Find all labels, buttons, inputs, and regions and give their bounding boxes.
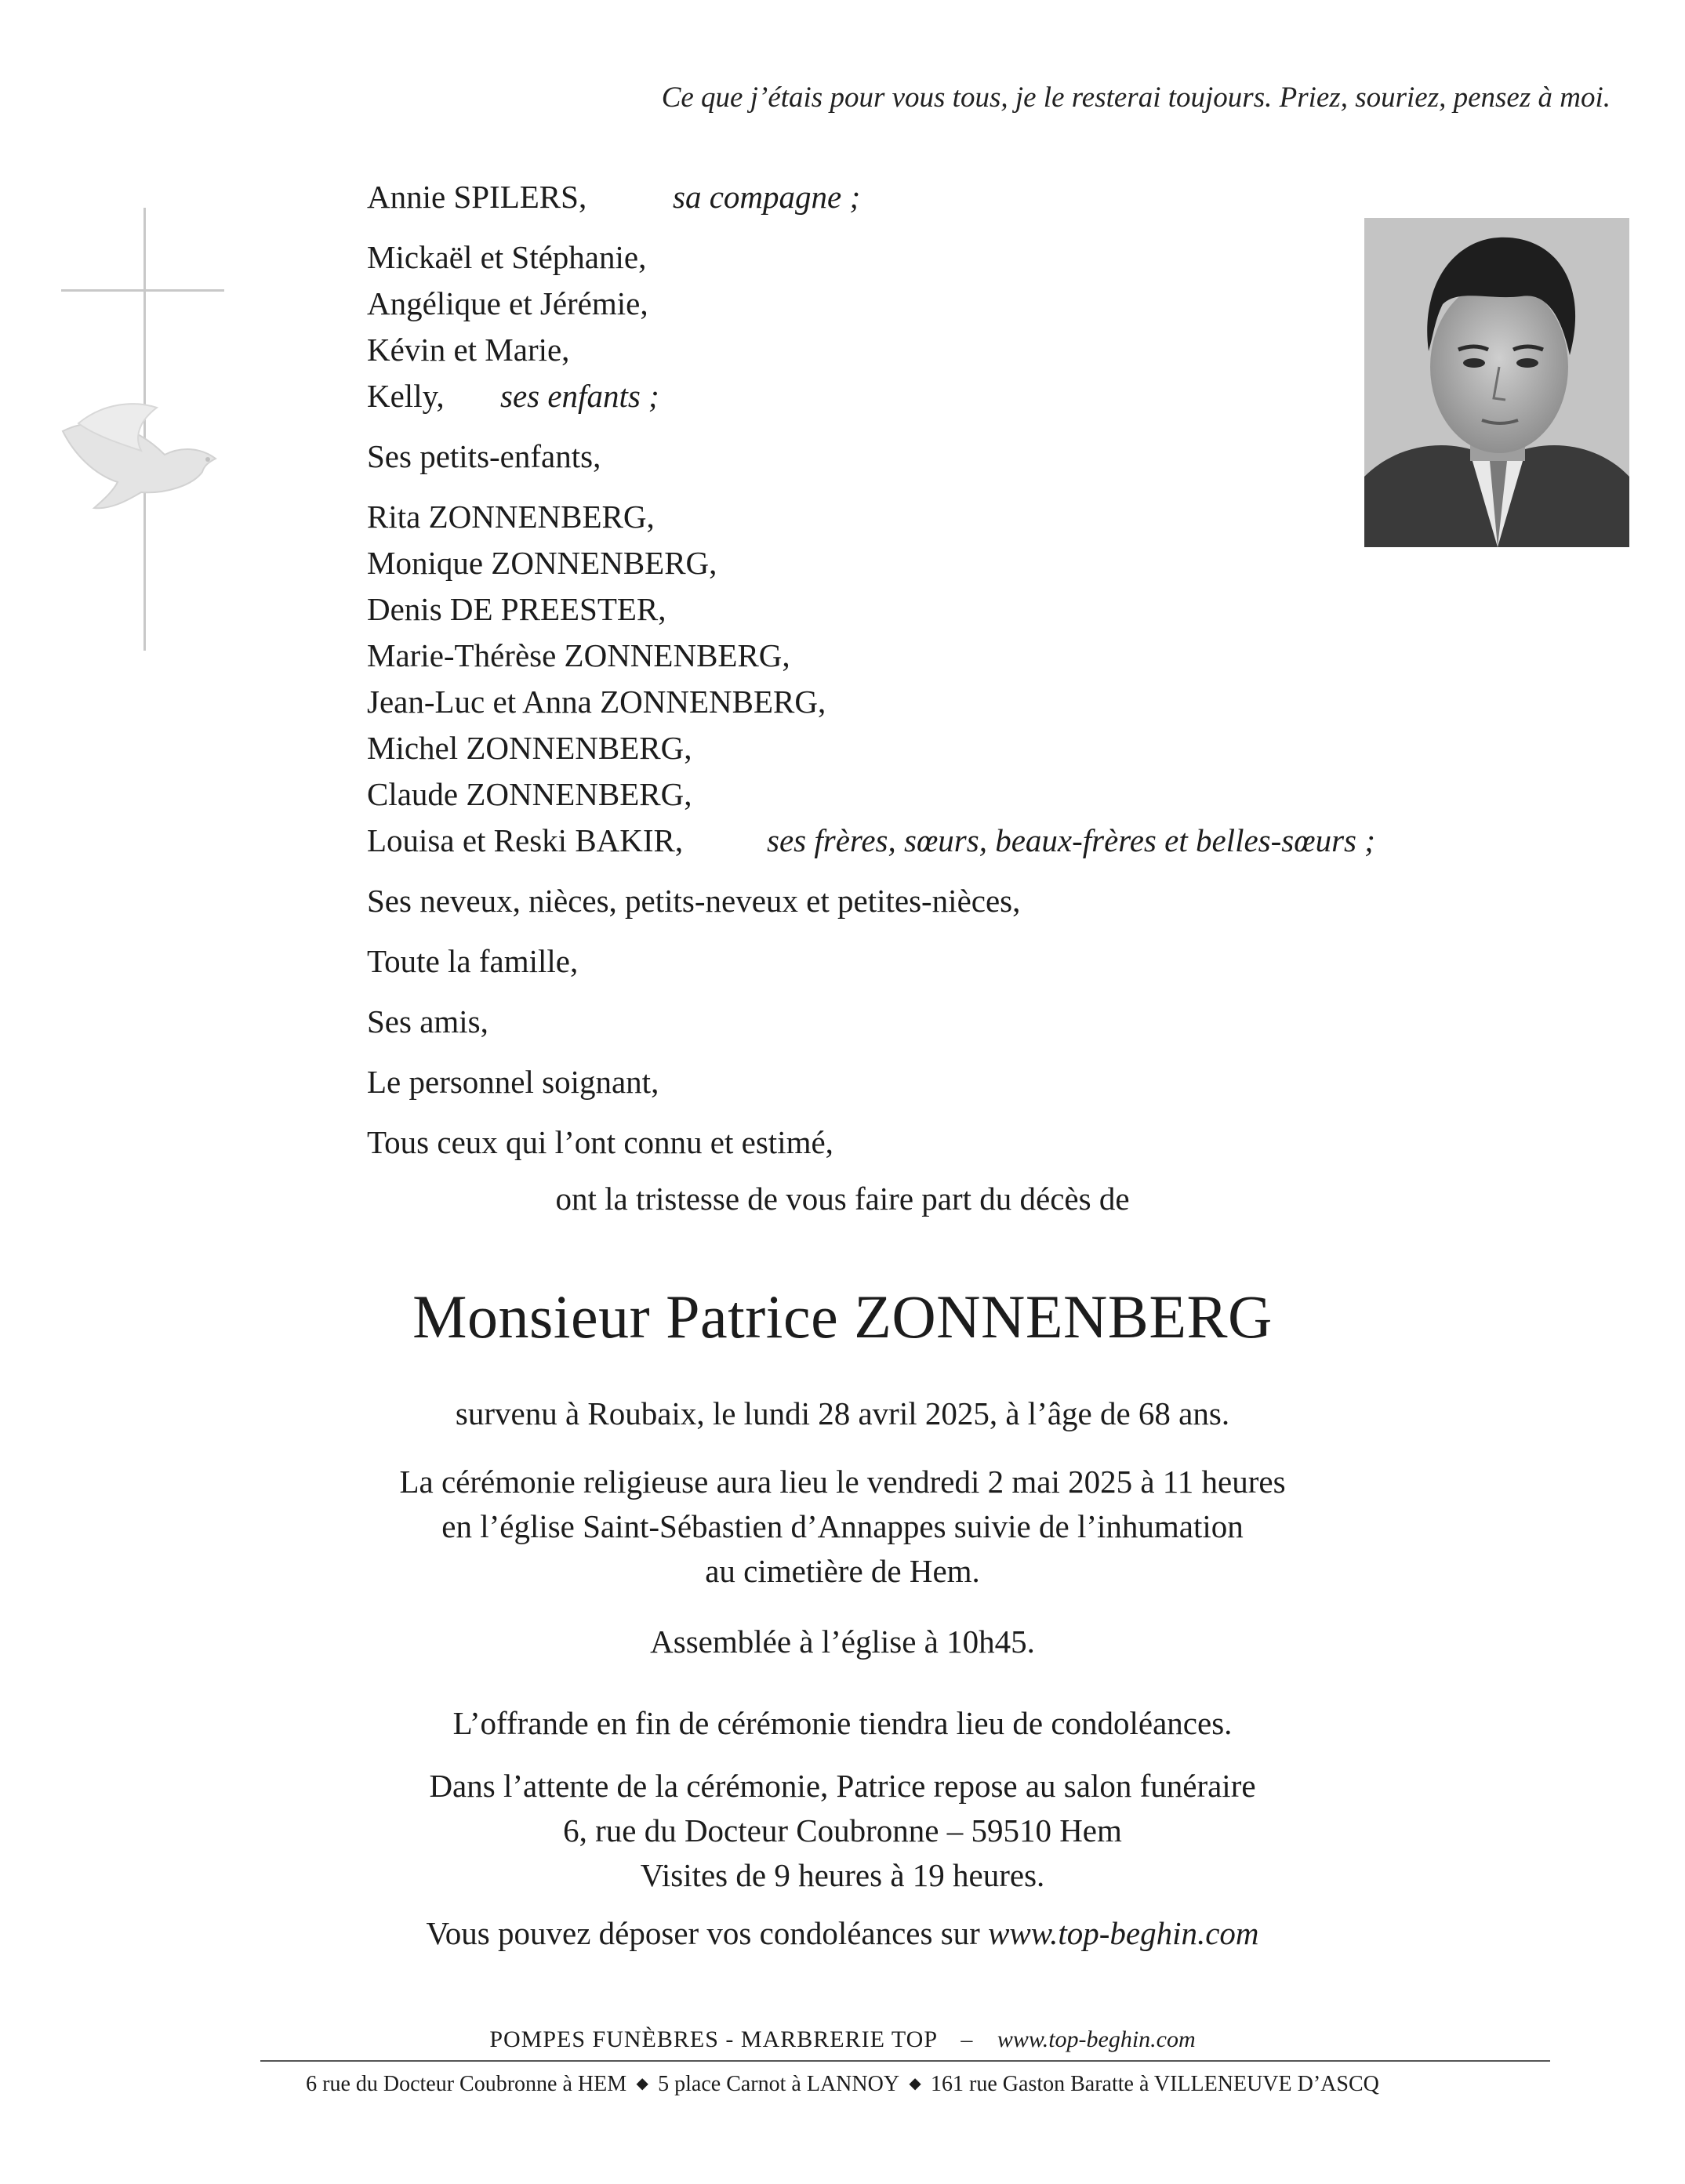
family-line — [367, 281, 1661, 327]
family-line — [367, 234, 1661, 281]
family-line — [367, 633, 1661, 679]
visitation-line: Dans l’attente de la cérémonie, Patrice repose au salon funéraire — [429, 1768, 1256, 1804]
family-gap — [367, 1105, 1661, 1119]
family-line — [367, 540, 1661, 586]
family-line — [367, 1059, 1661, 1105]
family-line — [367, 679, 1661, 725]
assembly-info: Assemblée à l’église à 10h45. — [650, 1623, 1035, 1660]
condolences-text: Vous pouvez déposer vos condoléances sur — [426, 1915, 989, 1951]
family-line — [367, 586, 1661, 633]
family-line — [367, 999, 1661, 1045]
family-name: Annie SPILERS, — [367, 179, 587, 215]
diamond-separator-icon: ◆ — [636, 2075, 648, 2092]
family-name: Michel ZONNENBERG, — [367, 730, 692, 766]
family-name: Ses petits-enfants, — [367, 438, 601, 474]
family-name: Kelly, — [367, 378, 445, 414]
family-line — [367, 174, 1661, 220]
family-name: Claude ZONNENBERG, — [367, 776, 692, 812]
footer-company-line — [0, 2026, 1685, 2053]
family-line — [367, 434, 1661, 480]
footer-divider — [260, 2060, 1550, 2062]
deceased-name: Monsieur Patrice ZONNENBERG — [412, 1282, 1273, 1351]
ceremony-line: au cimetière de Hem. — [705, 1553, 980, 1589]
footer-address: 161 rue Gaston Baratte à VILLENEUVE D’ASCQ — [931, 2072, 1379, 2096]
family-name: Rita ZONNENBERG, — [367, 499, 655, 535]
family-name: Ses neveux, nièces, petits-neveux et petites-nièces, — [367, 883, 1021, 919]
footer-dash: – — [961, 2026, 974, 2052]
ceremony-info — [0, 1460, 1685, 1594]
footer-company: POMPES FUNÈBRES - MARBRERIE TOP — [489, 2026, 937, 2052]
family-role: ses enfants ; — [500, 378, 659, 414]
dove-icon — [47, 400, 243, 517]
ceremony-line: en l’église Saint-Sébastien d’Annappes suivie de l’inhumation — [441, 1508, 1244, 1544]
family-name: Angélique et Jérémie, — [367, 285, 648, 321]
diamond-separator-icon: ◆ — [909, 2075, 921, 2092]
footer-addresses — [0, 2072, 1685, 2097]
footer-website-link[interactable]: www.top-beghin.com — [997, 2026, 1196, 2052]
announcement: ont la tristesse de vous faire part du décès de — [555, 1181, 1130, 1217]
family-name: Toute la famille, — [367, 943, 579, 979]
family-name: Jean-Luc et Anna ZONNENBERG, — [367, 684, 826, 720]
family-name: Denis DE PREESTER, — [367, 591, 666, 627]
family-gap — [367, 864, 1661, 878]
family-gap — [367, 924, 1661, 938]
family-name: Kévin et Marie, — [367, 332, 570, 368]
family-name: Marie-Thérèse ZONNENBERG, — [367, 637, 790, 673]
visitation-info — [0, 1764, 1685, 1898]
family-line — [367, 494, 1661, 540]
condolences-info — [0, 1911, 1685, 1956]
visitation-line: 6, rue du Docteur Coubronne – 59510 Hem — [563, 1812, 1122, 1848]
offering-info: L’offrande en fin de cérémonie tiendra lieu de condoléances. — [452, 1705, 1233, 1741]
family-gap — [367, 419, 1661, 434]
family-line — [367, 938, 1661, 985]
family-line — [367, 373, 1661, 419]
family-role: ses frères, sœurs, beaux-frères et belles-sœurs ; — [767, 822, 1375, 858]
header-quote: Ce que j’étais pour vous tous, je le resterai toujours. Priez, souriez, pensez à moi. — [661, 82, 1611, 114]
family-name: Ses amis, — [367, 1003, 488, 1039]
family-line — [367, 725, 1661, 771]
family-name: Mickaël et Stéphanie, — [367, 239, 647, 275]
family-gap — [367, 985, 1661, 999]
ceremony-line: La cérémonie religieuse aura lieu le vendredi 2 mai 2025 à 11 heures — [399, 1464, 1286, 1500]
family-line — [367, 878, 1661, 924]
family-line — [367, 327, 1661, 373]
family-list — [367, 174, 1661, 1166]
visitation-line: Visites de 9 heures à 19 heures. — [640, 1857, 1045, 1893]
cross-bar — [61, 289, 224, 292]
family-gap — [367, 1045, 1661, 1059]
family-gap — [367, 220, 1661, 234]
family-name: Le personnel soignant, — [367, 1064, 659, 1100]
family-line — [367, 1119, 1661, 1166]
family-name: Louisa et Reski BAKIR, — [367, 822, 684, 858]
family-name: Monique ZONNENBERG, — [367, 545, 717, 581]
family-gap — [367, 480, 1661, 494]
family-line — [367, 771, 1661, 818]
footer-address: 5 place Carnot à LANNOY — [658, 2072, 900, 2096]
condolences-link[interactable]: www.top-beghin.com — [988, 1915, 1259, 1951]
death-info: survenu à Roubaix, le lundi 28 avril 2025, à l’âge de 68 ans. — [455, 1395, 1230, 1431]
footer-address: 6 rue du Docteur Coubronne à HEM — [306, 2072, 627, 2096]
family-name: Tous ceux qui l’ont connu et estimé, — [367, 1124, 833, 1160]
family-role: sa compagne ; — [673, 179, 861, 215]
family-line — [367, 818, 1661, 864]
